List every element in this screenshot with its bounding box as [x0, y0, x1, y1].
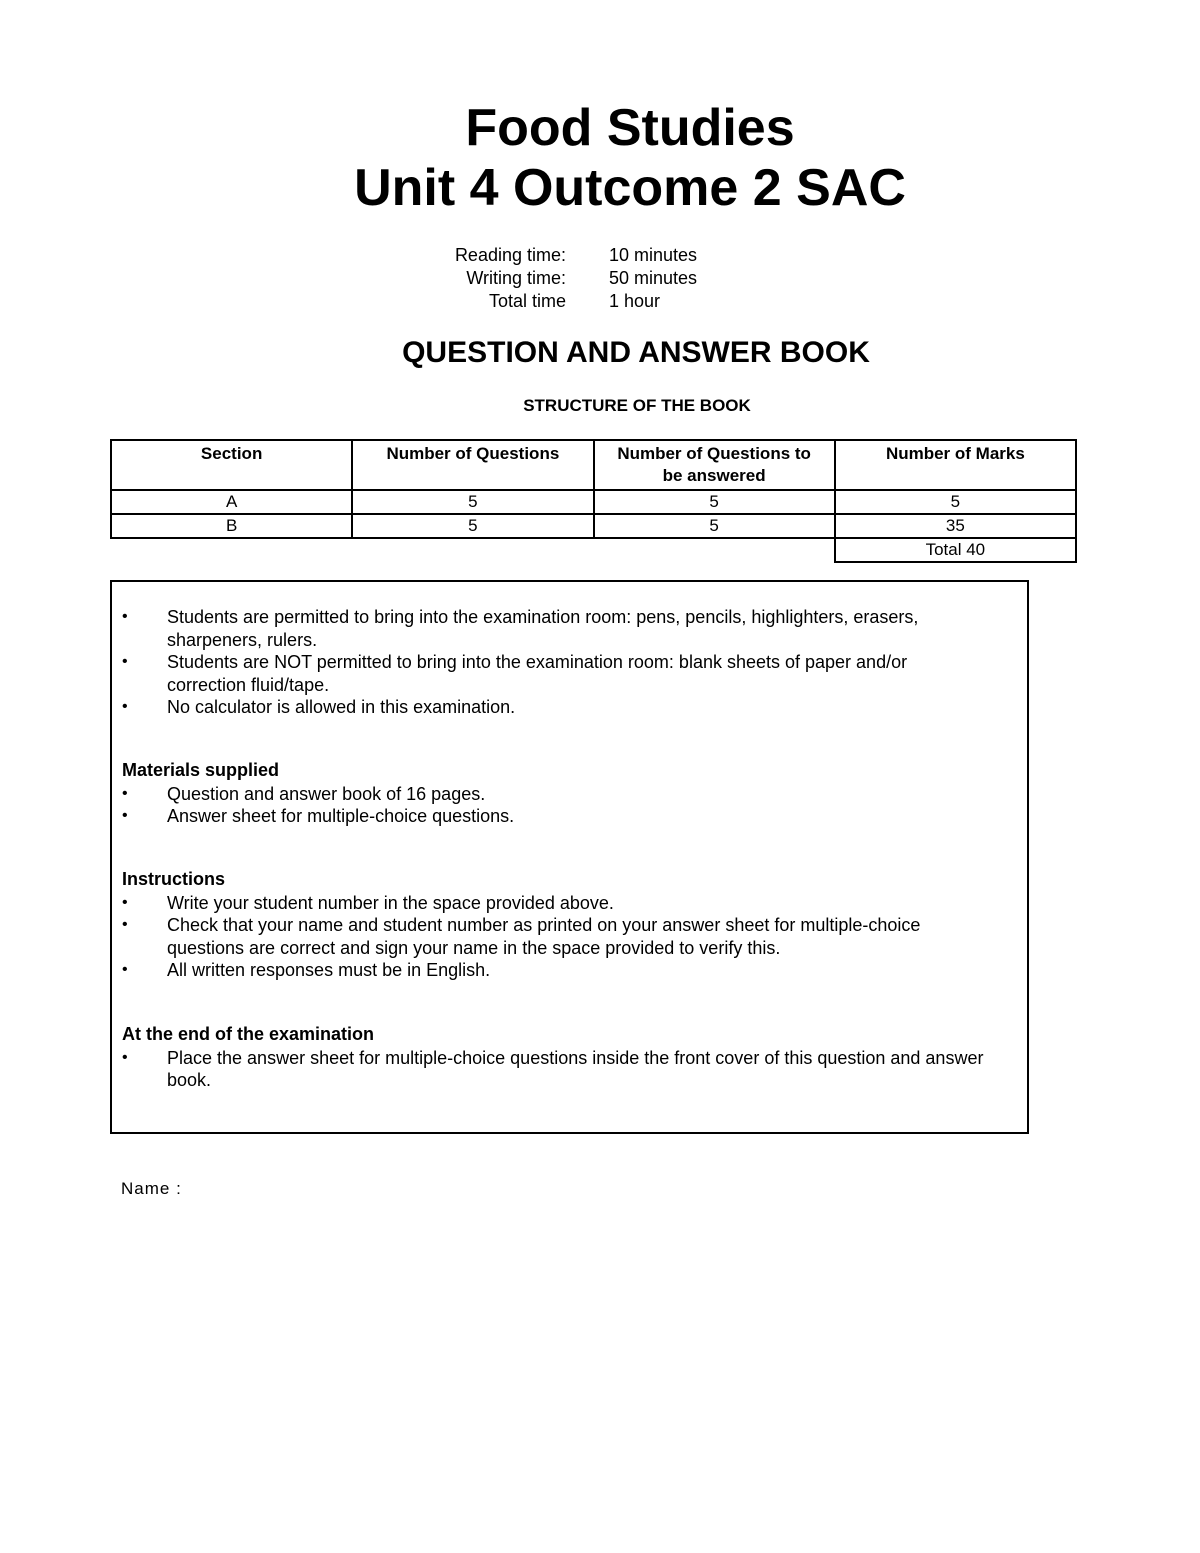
name-label: Name : [121, 1179, 182, 1198]
list-item: • Students are permitted to bring into the examination room: pens, pencils, highlighters, erasers, sharpeners, rulers. [122, 607, 919, 650]
total-time-value: 1 hour [609, 291, 661, 311]
instructions-section [112, 868, 987, 982]
instructions-heading: Instructions [122, 869, 226, 889]
reading-time-label: Reading time: [454, 245, 566, 265]
list-item: • Check that your name and student number as printed on your answer sheet for multiple-choice questions are correct and sign your name in the space provided to verify this. [122, 915, 921, 958]
rules-section [112, 606, 987, 719]
instructions-box [110, 580, 1029, 1134]
bullet-icon: • [122, 784, 128, 802]
table-total-row [111, 538, 1076, 562]
reading-time-row [0, 244, 1200, 267]
table-cell: B [111, 514, 352, 538]
table-cell: 5 [594, 514, 835, 538]
table-row [111, 514, 1076, 538]
materials-list [112, 783, 987, 828]
end-section [112, 1023, 987, 1092]
table-cell: 5 [835, 490, 1076, 514]
page-subtitle: Unit 4 Outcome 2 SAC [354, 159, 906, 217]
reading-time-value: 10 minutes [609, 245, 698, 265]
page-title: Food Studies [465, 99, 795, 157]
table-row [111, 490, 1076, 514]
list-item: • Write your student number in the space provided above. [122, 892, 614, 913]
bullet-icon: • [122, 916, 128, 933]
bullet-icon: • [122, 893, 128, 911]
materials-heading: Materials supplied [122, 760, 280, 780]
list-item: • Place the answer sheet for multiple-choice questions inside the front cover of this question and answer book. [122, 1047, 984, 1090]
end-list [112, 1047, 987, 1092]
bullet-icon: • [122, 807, 128, 824]
total-marks-cell: Total 40 [835, 538, 1076, 562]
list-item: • Question and answer book of 16 pages. [122, 783, 486, 804]
rules-list [112, 606, 987, 719]
bullet-icon: • [122, 1048, 128, 1066]
structure-heading: STRUCTURE OF THE BOOK [523, 396, 751, 415]
total-time-label: Total time [488, 291, 566, 311]
list-item: • Students are NOT permitted to bring into the examination room: blank sheets of paper and/or correction fluid/tape. [122, 652, 908, 695]
writing-time-value: 50 minutes [609, 268, 698, 288]
structure-table [110, 439, 1077, 563]
time-allocation [0, 244, 1200, 313]
materials-section [112, 759, 987, 828]
list-item: • Answer sheet for multiple-choice questions. [122, 806, 515, 826]
writing-time-label: Writing time: [466, 268, 566, 288]
table-cell: 5 [594, 490, 835, 514]
table-cell: A [111, 490, 352, 514]
table-cell: 35 [835, 514, 1076, 538]
header-number-of-questions: Number of Questions [352, 440, 593, 490]
bullet-icon: • [122, 608, 128, 625]
header-number-of-marks: Number of Marks [835, 440, 1076, 490]
book-title: QUESTION AND ANSWER BOOK [402, 336, 870, 369]
list-item: • All written responses must be in English. [122, 960, 491, 980]
bullet-icon: • [122, 698, 128, 715]
total-time-row [0, 290, 1200, 313]
table-header-row [111, 440, 1076, 490]
end-heading: At the end of the examination [122, 1024, 375, 1044]
writing-time-row [0, 267, 1200, 290]
bullet-icon: • [122, 961, 128, 978]
bullet-icon: • [122, 653, 128, 670]
table-cell: 5 [352, 490, 593, 514]
header-section: Section [111, 440, 352, 490]
list-item: • No calculator is allowed in this examination. [122, 697, 516, 717]
instructions-list [112, 892, 987, 982]
table-cell: 5 [352, 514, 593, 538]
header-questions-to-answer: Number of Questions to be answered [594, 440, 835, 490]
